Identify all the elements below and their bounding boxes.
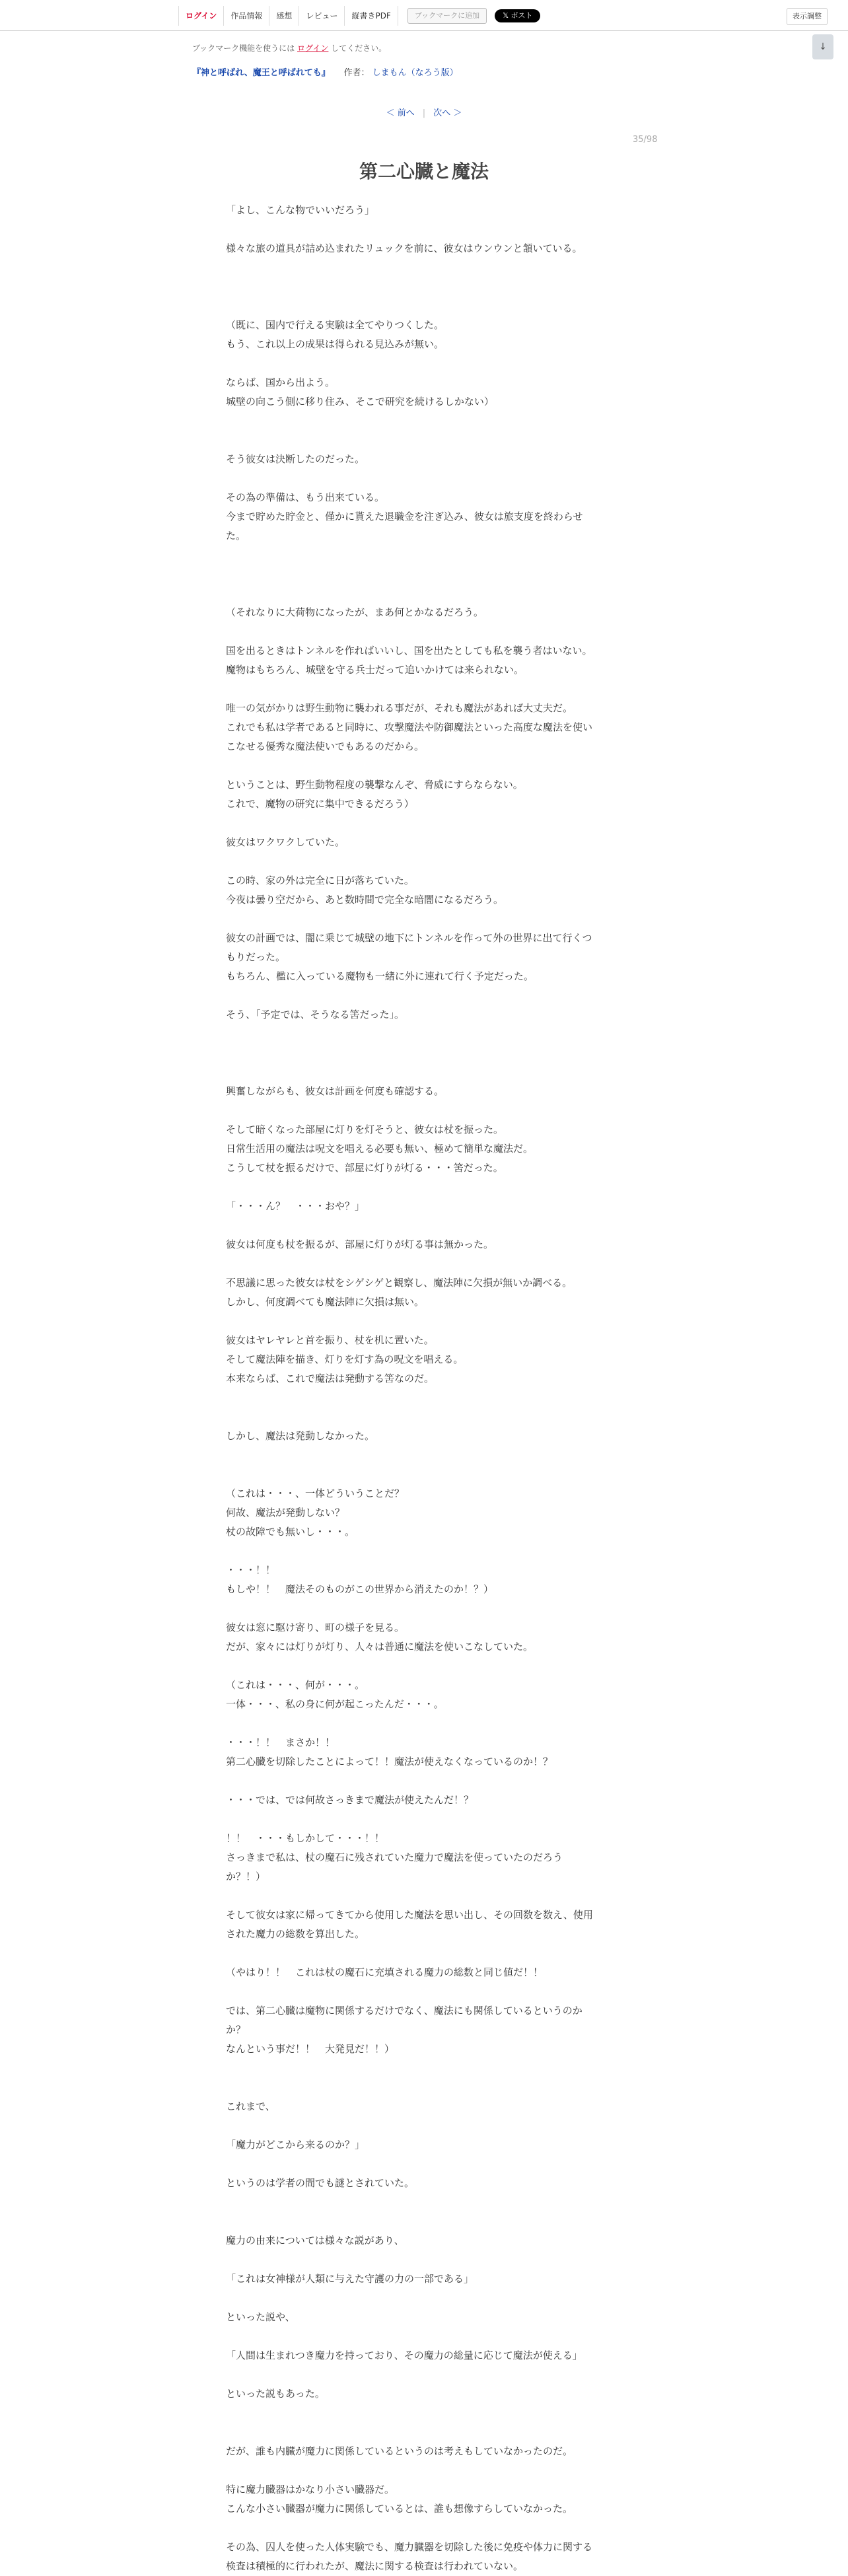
novel-line: [226, 1216, 622, 1235]
novel-line: ならば、国から出よう。: [226, 376, 336, 388]
novel-line: [226, 220, 622, 239]
novel-line: [226, 584, 622, 603]
episode-pager: [0, 106, 848, 118]
display-settings-button[interactable]: 表示調整: [787, 8, 828, 25]
bookmark-notice: [192, 42, 386, 54]
novel-line: ・・・では、では何故さっきまで魔法が使えたんだ！？: [226, 1794, 474, 1806]
novel-line: しかし、何度調べても魔法陣に欠損は無い。: [226, 1296, 425, 1308]
novel-line: 特に魔力臓器はかなり小さい臓器だ。: [226, 2484, 395, 2495]
novel-line: 魔力の由来については様々な説があり、: [226, 2235, 404, 2246]
main-nav: [178, 6, 540, 26]
novel-line: [226, 852, 622, 871]
novel-line: そして魔法陣を描き、灯りを灯す為の呪文を唱える。: [226, 1353, 464, 1365]
novel-line: [226, 1771, 622, 1791]
novel-line: [226, 258, 622, 277]
novel-line: [226, 2193, 622, 2212]
novel-line: もちろん、檻に入っている魔物も一緒に外に連れて行く予定だった。: [226, 970, 534, 982]
novel-line: [226, 2519, 622, 2538]
top-navigation-bar: [0, 0, 848, 31]
novel-line: だが、家々には灯りが灯り、人々は普通に魔法を使いこなしていた。: [226, 1641, 534, 1653]
novel-line: なんという事だ！！ 大発見だ！！）: [226, 2043, 395, 2055]
novel-line: だが、誰も内臓が魔力に関係しているというのは考えもしていなかったのだ。: [226, 2445, 573, 2457]
novel-line: （既に、国内で行える実験は全てやりつくした。: [226, 319, 444, 331]
novel-line: 日常生活用の魔法は呪文を唱える必要も無い、極めて簡単な魔法だ。: [226, 1143, 534, 1155]
novel-line: 彼女は窓に駆け寄り、町の様子を見る。: [226, 1622, 405, 1633]
next-episode-link[interactable]: 次へ ＞: [433, 108, 462, 118]
novel-line: そして暗くなった部屋に灯りを灯そうと、彼女は杖を振った。: [226, 1124, 504, 1135]
novel-line: 彼女はヤレヤレと首を振り、杖を机に置いた。: [226, 1334, 434, 1346]
novel-line: [226, 910, 622, 929]
novel-line: 本来ならば、これで魔法は発動する筈なのだ。: [226, 1373, 435, 1384]
review-link[interactable]: レビュー: [299, 6, 344, 26]
episode-number: 35/98: [633, 135, 658, 145]
vertical-pdf-link[interactable]: 縦書きPDF: [344, 6, 398, 26]
novel-line: [226, 411, 622, 431]
novel-line: [226, 2289, 622, 2308]
novel-line: [226, 1599, 622, 1618]
prev-episode-link[interactable]: ＜ 前へ: [386, 108, 415, 118]
author-link[interactable]: しまもん（なろう版）: [372, 68, 458, 78]
novel-line: [226, 1465, 622, 1484]
author-label: 作者：: [343, 68, 370, 78]
novel-line: 今夜は曇り空だから、あと数時間で完全な暗闇になるだろう。: [226, 894, 504, 906]
login-link[interactable]: ログイン: [178, 6, 223, 26]
work-info-link[interactable]: 作品情報: [223, 6, 269, 26]
novel-line: [226, 1063, 622, 1082]
novel-line: 一体・・・、私の身に何が起こったんだ・・・。: [226, 1698, 444, 1710]
x-logo-icon: 𝕏: [503, 11, 511, 20]
novel-line: （これは・・・、何が・・・。: [226, 1679, 365, 1691]
novel-line: ということは、野生動物程度の襲撃なんぞ、脅威にすらならない。: [226, 779, 523, 791]
novel-line: [226, 986, 622, 1005]
novel-line: 魔物はもちろん、城壁を守る兵士だって追いかけては来られない。: [226, 664, 524, 676]
novel-line: [226, 1408, 622, 1427]
novel-line: その為の準備は、もう出来ている。: [226, 491, 385, 503]
novel-line: そう、「予定では、そうなる筈だった」。: [226, 1009, 405, 1020]
novel-line: [226, 431, 622, 450]
novel-line: 「人間は生まれつき魔力を持っており、その魔力の総量に応じて魔法が使える」: [226, 2349, 583, 2361]
novel-line: [226, 2327, 622, 2346]
novel-body: [226, 201, 622, 2576]
novel-line: [226, 546, 622, 565]
novel-line: [226, 2461, 622, 2480]
novel-line: [226, 2059, 622, 2078]
novel-line: これで、魔物の研究に集中できるだろう）: [226, 798, 414, 810]
novel-line: [226, 814, 622, 833]
novel-line: [226, 680, 622, 699]
novel-line: こんな小さい臓器が魔力に関係しているとは、誰も想像すらしていなかった。: [226, 2503, 573, 2515]
novel-line: [226, 469, 622, 488]
novel-line: 「・・・ん？ ・・・おや？」: [226, 1200, 365, 1212]
novel-line: [226, 1714, 622, 1733]
novel-line: 彼女の計画では、闇に乗じて城壁の地下にトンネルを作って外の世界に出て行くつ: [226, 932, 592, 944]
x-post-button[interactable]: [495, 9, 540, 22]
novel-line: [226, 2078, 622, 2097]
novel-line: [226, 1178, 622, 1197]
bookmark-notice-post: してください。: [331, 44, 387, 53]
novel-line: [226, 1944, 622, 1963]
novel-line: [226, 1101, 622, 1120]
novel-line: ・・・！！: [226, 1564, 276, 1576]
novel-line: （これは・・・、一体どういうことだ？: [226, 1487, 405, 1499]
novel-line: [226, 1254, 622, 1273]
bookmark-login-link[interactable]: ログイン: [297, 44, 329, 53]
novel-line: しかし、魔法は発動しなかった。: [226, 1430, 375, 1442]
novel-line: [226, 1542, 622, 1561]
novel-line: 様々な旅の道具が詰め込まれたリュックを前に、彼女はウンウンと頷いている。: [226, 242, 583, 254]
novel-line: [226, 622, 622, 641]
novel-line: （やはり！！ これは杖の魔石に充填される魔力の総数と同じ値だ！！: [226, 1966, 544, 1978]
novel-line: [226, 1446, 622, 1465]
novel-line: その為、囚人を使った人体実験でも、魔力臓器を切除した後に免疫や体力に関する: [226, 2541, 593, 2553]
novel-line: そう彼女は決断したのだった。: [226, 453, 365, 465]
novel-line: では、第二心臓は魔物に関係するだけでなく、魔法にも関係しているというのか: [226, 2005, 583, 2017]
novel-line: [226, 1886, 622, 1906]
impressions-link[interactable]: 感想: [269, 6, 299, 26]
novel-line: こなせる優秀な魔法使いでもあるのだから。: [226, 740, 425, 752]
novel-line: 興奮しながらも、彼女は計画を何度も確認する。: [226, 1085, 444, 1097]
novel-line: [226, 2212, 622, 2231]
novel-line: [226, 1982, 622, 2001]
add-bookmark-button[interactable]: ブックマークに追加: [407, 8, 487, 24]
chapter-title: 第二心臓と魔法: [359, 161, 489, 182]
novel-line: 「魔力がどこから来るのか？」: [226, 2139, 365, 2151]
novel-line: された魔力の総数を算出した。: [226, 1928, 365, 1940]
novel-line: これでも私は学者であると同時に、攻撃魔法や防御魔法といった高度な魔法を使い: [226, 721, 593, 733]
novel-line: [226, 1657, 622, 1676]
novel-line: [226, 1044, 622, 1063]
novel-line: そして彼女は家に帰ってきてから使用した魔法を思い出し、その回数を数え、使用: [226, 1909, 593, 1921]
novel-line: こうして杖を振るだけで、部屋に灯りが灯る・・・筈だった。: [226, 1162, 503, 1174]
novel-line: （それなりに大荷物になったが、まあ何とかなるだろう。: [226, 606, 484, 618]
novel-line: さっきまで私は、杖の魔石に残されていた魔力で魔法を使っていたのだろう: [226, 1851, 563, 1863]
novel-line: [226, 1388, 622, 1408]
pager-divider: |: [422, 108, 426, 118]
novel-line: [226, 2423, 622, 2442]
novel-line: [226, 756, 622, 775]
work-info-line: [192, 65, 458, 78]
novel-line: 今まで貯めた貯金と、僅かに貰えた退職金を注ぎ込み、彼女は旅支度を終わらせ: [226, 511, 583, 522]
novel-line: 城壁の向こう側に移り住み、そこで研究を続けるしかない）: [226, 396, 494, 408]
novel-line: 杖の故障でも無いし・・・。: [226, 1526, 355, 1538]
novel-line: か？！）: [226, 1871, 266, 1882]
scroll-down-icon[interactable]: ↓: [812, 34, 833, 59]
novel-line: 唯一の気がかりは野生動物に襲われる事だが、それも魔法があれば大丈夫だ。: [226, 702, 573, 714]
novel-line: [226, 277, 622, 297]
work-title-link[interactable]: 『神と呼ばれ、魔王と呼ばれても』: [192, 68, 330, 78]
novel-line: これまで、: [226, 2100, 275, 2112]
x-post-label: ポスト: [511, 11, 533, 20]
novel-line: ・・・！！ まさか！！: [226, 1736, 336, 1748]
novel-line: [226, 2404, 622, 2423]
novel-line: 彼女はワクワクしていた。: [226, 836, 345, 848]
novel-line: 「よし、こんな物でいいだろう」: [226, 204, 375, 216]
novel-line: [226, 2250, 622, 2270]
novel-line: もう、これ以上の成果は得られる見込みが無い。: [226, 338, 444, 350]
novel-line: 彼女は何度も杖を振るが、部屋に灯りが灯る事は無かった。: [226, 1238, 494, 1250]
novel-line: といった説や、: [226, 2311, 295, 2323]
novel-line: 国を出るときはトンネルを作ればいいし、国を出たとしても私を襲う者はいない。: [226, 645, 592, 657]
novel-line: ！！ ・・・もしかして・・・！！: [226, 1832, 385, 1844]
novel-line: といった説もあった。: [226, 2388, 325, 2400]
novel-line: 何故、魔法が発動しない？: [226, 1507, 345, 1519]
novel-line: [226, 1810, 622, 1829]
novel-line: [226, 565, 622, 584]
novel-line: [226, 354, 622, 373]
novel-line: この時、家の外は完全に日が落ちていた。: [226, 875, 414, 886]
novel-line: というのは学者の間でも謎とされていた。: [226, 2177, 415, 2189]
novel-line: か？: [226, 2024, 246, 2036]
novel-line: [226, 2365, 622, 2384]
novel-line: 第二心臓を切除したことによって！！魔法が使えなくなっているのか！？: [226, 1756, 553, 1768]
novel-line: もしや！！ 魔法そのものがこの世界から消えたのか！？）: [226, 1583, 494, 1595]
novel-line: [226, 2155, 622, 2174]
novel-line: 不思議に思った彼女は杖をシゲシゲと観察し、魔法陣に欠損が無いか調べる。: [226, 1277, 573, 1289]
novel-line: もりだった。: [226, 951, 286, 963]
novel-line: [226, 1312, 622, 1331]
novel-line: 「これは女神様が人類に与えた守護の力の一部である」: [226, 2273, 474, 2285]
novel-line: [226, 1024, 622, 1044]
novel-line: [226, 297, 622, 316]
novel-line: 検査は積極的に行われたが、魔法に関する検査は行われていない。: [226, 2560, 524, 2572]
novel-line: [226, 2116, 622, 2135]
bookmark-notice-pre: ブックマーク機能を使うには: [192, 44, 295, 53]
novel-line: た。: [226, 530, 246, 542]
